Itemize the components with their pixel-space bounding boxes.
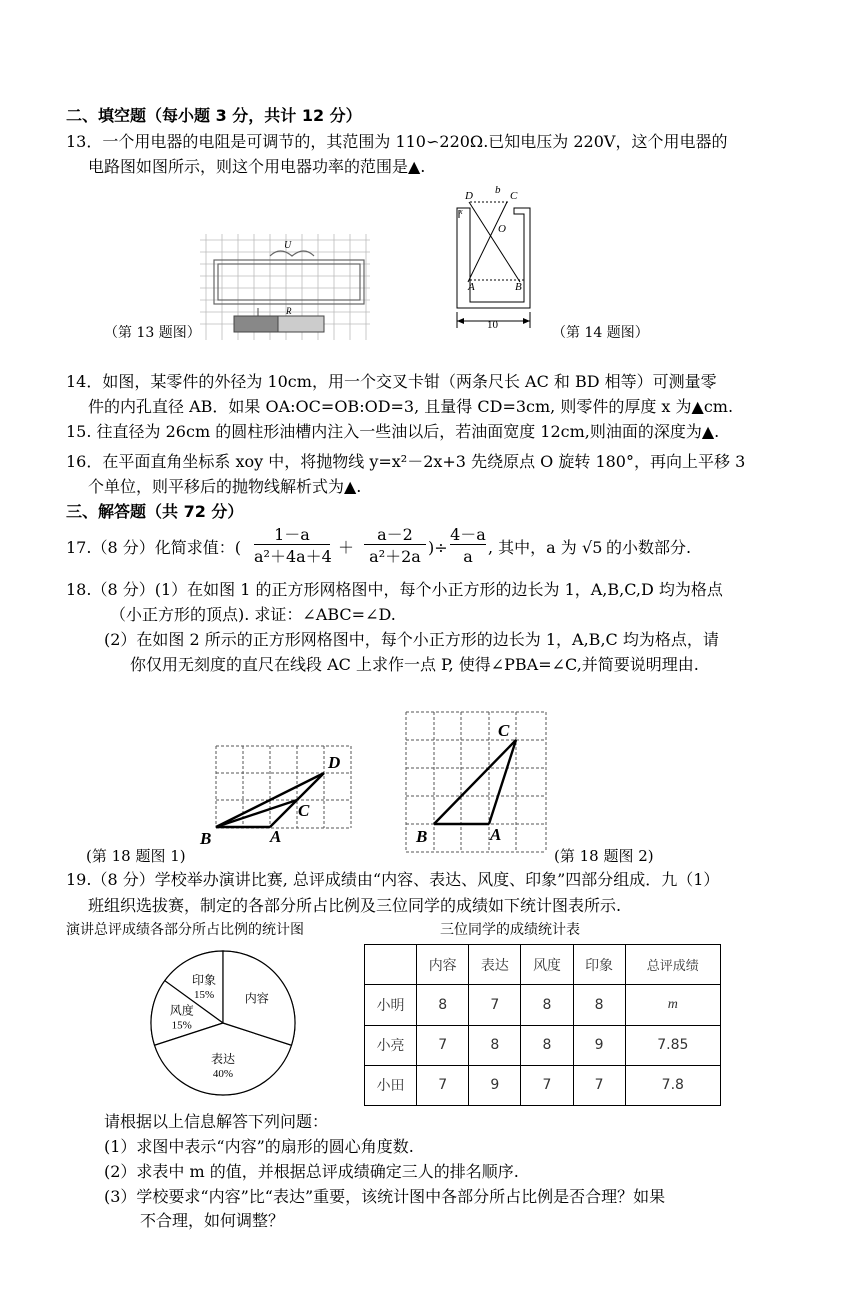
- table-cell: 7: [417, 1065, 469, 1105]
- section-heading-fill-blank: 二、填空题（每小题 3 分，共计 12 分）: [66, 106, 362, 125]
- q19-intro: 请根据以上信息解答下列问题：: [104, 1112, 329, 1131]
- q18-grid-figure-2: [404, 706, 552, 856]
- q14-label-b-point: B: [515, 281, 522, 293]
- q18-line2: （小正方形的顶点). 求证：∠ABC=∠D.: [110, 605, 396, 624]
- table-cell: 8: [573, 985, 625, 1025]
- table-row: [365, 1065, 721, 1105]
- table-cell: 小田: [365, 1065, 417, 1105]
- q18-fig2-label-a: A: [490, 825, 502, 844]
- table-cell: 9: [573, 1025, 625, 1065]
- q16-line1: 16．在平面直角坐标系 xoy 中，将抛物线 y=x²－2x+3 先绕原点 O 旋转 180°，再向上平移 3: [66, 452, 746, 471]
- table-title: 三位同学的成绩统计表: [440, 922, 580, 938]
- table-cell: 7: [417, 1025, 469, 1065]
- q13-line1: 13．一个用电器的电阻是可调节的，其范围为 110∽220Ω.已知电压为 220V，这个用电器的: [66, 132, 728, 151]
- q14-line1: 14．如图，某零件的外径为 10cm，用一个交叉卡钳（两条尺长 AC 和 BD 相等）可测量零: [66, 372, 717, 391]
- q14-label-width: 10: [487, 319, 498, 331]
- q17-frac2-den: a²＋2a: [369, 547, 421, 566]
- q13-circuit-figure: [200, 234, 370, 340]
- table-header-row: [365, 945, 721, 985]
- table-header-cell: [365, 945, 417, 985]
- pie-slice-percent: 40%: [212, 1067, 234, 1080]
- q14-label-d: D: [465, 190, 473, 202]
- q18-fig1-label-c: C: [298, 801, 310, 820]
- table-header-cell: 总评成绩: [625, 945, 720, 985]
- table-cell: 7: [573, 1065, 625, 1105]
- table-row: [365, 985, 721, 1025]
- q19-sub1: (1）求图中表示“内容”的扇形的圆心角度数.: [104, 1137, 414, 1156]
- table-cell: 8: [521, 985, 573, 1025]
- table-header-cell: 风度: [521, 945, 573, 985]
- q14-label-a: A: [468, 281, 475, 293]
- q13-label-r: R: [286, 306, 292, 316]
- pie-chart: [148, 948, 298, 1098]
- table-cell: 9: [469, 1065, 521, 1105]
- table-cell: 7: [469, 985, 521, 1025]
- table-cell: 小亮: [365, 1025, 417, 1065]
- table-header-cell: 内容: [417, 945, 469, 985]
- q18-fig2-label-c: C: [498, 721, 510, 740]
- table-cell: 小明: [365, 985, 417, 1025]
- q14-label-b: b: [495, 184, 501, 196]
- q18-fig1-label-d: D: [328, 753, 341, 772]
- q18-line4: 你仅用无刻度的直尺在线段 AC 上求作一点 P, 使得∠PBA=∠C,并简要说明理由.: [130, 655, 699, 674]
- table-cell: 8: [521, 1025, 573, 1065]
- q18-line1: 18.（8 分）(1）在如图 1 的正方形网格图中，每个小正方形的边长为 1，A,B,C,D 均为格点: [66, 580, 723, 599]
- table-cell: 7.8: [625, 1065, 720, 1105]
- q13-line2: 电路图如图所示，则这个用电器功率的范围是▲.: [88, 157, 426, 176]
- q17-frac1-den: a²＋4a＋4: [254, 547, 332, 566]
- q17-frac2-num: a－2: [364, 526, 426, 545]
- table-cell: m: [625, 985, 720, 1025]
- q17-frac1-num: 1－a: [254, 526, 330, 545]
- pie-chart-title: 演讲总评成绩各部分所占比例的统计图: [66, 922, 304, 938]
- pie-slice-name: 内容: [244, 991, 269, 1006]
- q19-sub2: (2）求表中 m 的值，并根据总评成绩确定三人的排名顺序.: [104, 1162, 519, 1181]
- q18-fig1-label-a: A: [270, 827, 282, 846]
- q18-caption2: (第 18 题图 2): [554, 847, 654, 865]
- q17-div: )÷: [428, 538, 448, 557]
- q17-suffix-a: , 其中，a 为: [488, 538, 577, 557]
- q17-sqrt: √5: [582, 538, 603, 557]
- q13-caption: （第 13 题图）: [104, 325, 201, 341]
- q14-caliper-figure: [440, 184, 550, 334]
- q15-line1: 15. 往直径为 26cm 的圆柱形油槽内注入一些油以后，若油面宽度 12cm,则油面的深度为▲.: [66, 422, 720, 441]
- pie-slice-percent: 15%: [193, 988, 215, 1001]
- q18-fig2-label-b: B: [416, 827, 428, 846]
- q17-suffix-b: 的小数部分.: [606, 538, 692, 557]
- q18-grid-figure-1: [196, 740, 356, 850]
- q14-caption: （第 14 题图）: [552, 325, 649, 341]
- table-cell: 7: [521, 1065, 573, 1105]
- q19-sub3b: 不合理，如何调整？: [140, 1211, 285, 1230]
- table-row: [365, 1025, 721, 1065]
- q18-line3: (2）在如图 2 所示的正方形网格图中，每个小正方形的边长为 1，A,B,C 均为格点，请: [104, 630, 719, 649]
- pie-slice-name: 表达: [210, 1051, 236, 1066]
- q19-line1: 19.（8 分）学校举办演讲比赛, 总评成绩由“内容、表达、风度、印象”四部分组成．九（1）: [66, 870, 720, 889]
- q18-caption1: (第 18 题图 1): [86, 847, 186, 865]
- q17-prefix: 17.（8 分）化简求值：(: [66, 538, 241, 557]
- pie-slice-name: 风度: [169, 1003, 194, 1018]
- q19-line2: 班组织选拔赛，制定的各部分所占比例及三位同学的成绩如下统计图表所示.: [88, 896, 622, 915]
- scores-table: [364, 944, 721, 1106]
- q14-label-x: x: [459, 207, 463, 216]
- table-header-cell: 表达: [469, 945, 521, 985]
- q17-frac3-den: a: [463, 547, 473, 566]
- table-cell: 8: [469, 1025, 521, 1065]
- q14-label-o: O: [498, 223, 506, 235]
- section-heading-answers: 三、解答题（共 72 分）: [66, 502, 244, 521]
- table-cell: 8: [417, 985, 469, 1025]
- q17-frac3-num: 4－a: [450, 525, 486, 544]
- q16-line2: 个单位，则平移后的抛物线解析式为▲.: [88, 477, 362, 496]
- q19-sub3a: (3）学校要求“内容”比“表达”重要，该统计图中各部分所占比例是否合理？如果: [104, 1187, 666, 1206]
- table-header-cell: 印象: [573, 945, 625, 985]
- q18-fig1-label-b: B: [200, 829, 212, 848]
- pie-slice-name: 印象: [192, 972, 217, 987]
- q14-line2: 件的内孔直径 AB．如果 OA:OC=OB:OD=3, 且量得 CD=3cm, 则零件的厚度 x 为▲cm.: [88, 397, 734, 416]
- q14-label-c: C: [510, 190, 518, 202]
- pie-slice-percent: 15%: [171, 1019, 192, 1032]
- q13-label-u: U: [284, 240, 292, 251]
- q17-plus: ＋: [338, 538, 355, 557]
- table-cell: 7.85: [625, 1025, 720, 1065]
